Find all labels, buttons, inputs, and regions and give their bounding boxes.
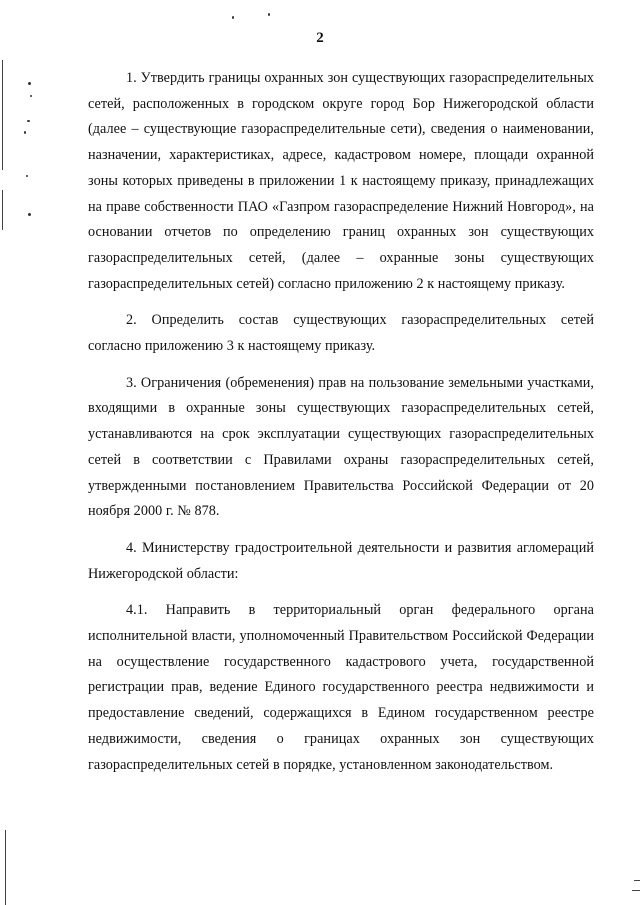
paragraph-2-define-composition: 2. Определить состав существующих газораспределительных сетей согласно приложению 3 к настоящему приказу. xyxy=(88,312,594,355)
scan-edge-line xyxy=(5,830,6,905)
scan-edge-line xyxy=(2,60,3,170)
scan-speck xyxy=(26,175,28,177)
paragraph-4-1-send-information: 4.1. Направить в территориальный орган федерального органа исполнительной власти, уполномоченный Правительством Российской Федерации на осуществление государственного кадастрового учета, государственной регистрации прав, ведение Единого государственного реестра недвижимости и предоставление сведений, содержащихся в Едином государственном реестре недвижимости, сведения о границах охранных зон существующих газораспределительных сетей в порядке, установленном законодательством. xyxy=(88,602,594,773)
scan-edge-line xyxy=(2,190,3,230)
paragraph-4-ministry: 4. Министерству градостроительной деятельности и развития агломераций Нижегородской области: xyxy=(88,539,594,582)
scan-speck xyxy=(30,95,32,97)
scan-edge-line xyxy=(634,880,640,881)
paragraph-1-approve-boundaries: 1. Утвердить границы охранных зон существующих газораспределительных сетей, расположенных в городском округе город Бор Нижегородской области (далее – существующие газораспределительные сети), сведения о наименовании, назначении, характеристиках, адресе, кадастровом номере, площади охранной зоны которых приведены в приложении 1 к настоящему приказу, принадлежащих на праве собственности ПАО «Газпром газораспределение Нижний Новгород», на основании отчетов по определению границ охранных зон существующих газораспределительных сетей, (далее – охранные зоны существующих газораспределительных сетей) согласно приложению 2 к настоящему приказу. xyxy=(88,70,594,292)
scan-speck xyxy=(28,213,31,216)
scan-speck xyxy=(28,82,31,85)
scan-speck xyxy=(268,13,270,16)
page-number: 2 xyxy=(316,30,324,46)
scan-edge-line xyxy=(632,890,640,891)
scan-speck xyxy=(232,16,234,19)
scan-speck xyxy=(27,120,30,122)
document-body xyxy=(88,66,594,778)
paragraph-3-restrictions: 3. Ограничения (обременения) прав на пользование земельными участками, входящими в охранные зоны существующих газораспределительных сетей, устанавливаются на срок эксплуатации существующих газораспределительных сетей в соответствии с Правилами охраны газораспределительных сетей, утвержденными постановлением Правительства Российской Федерации от 20 ноября 2000 г. № 878. xyxy=(88,374,594,520)
scan-speck xyxy=(24,131,26,134)
